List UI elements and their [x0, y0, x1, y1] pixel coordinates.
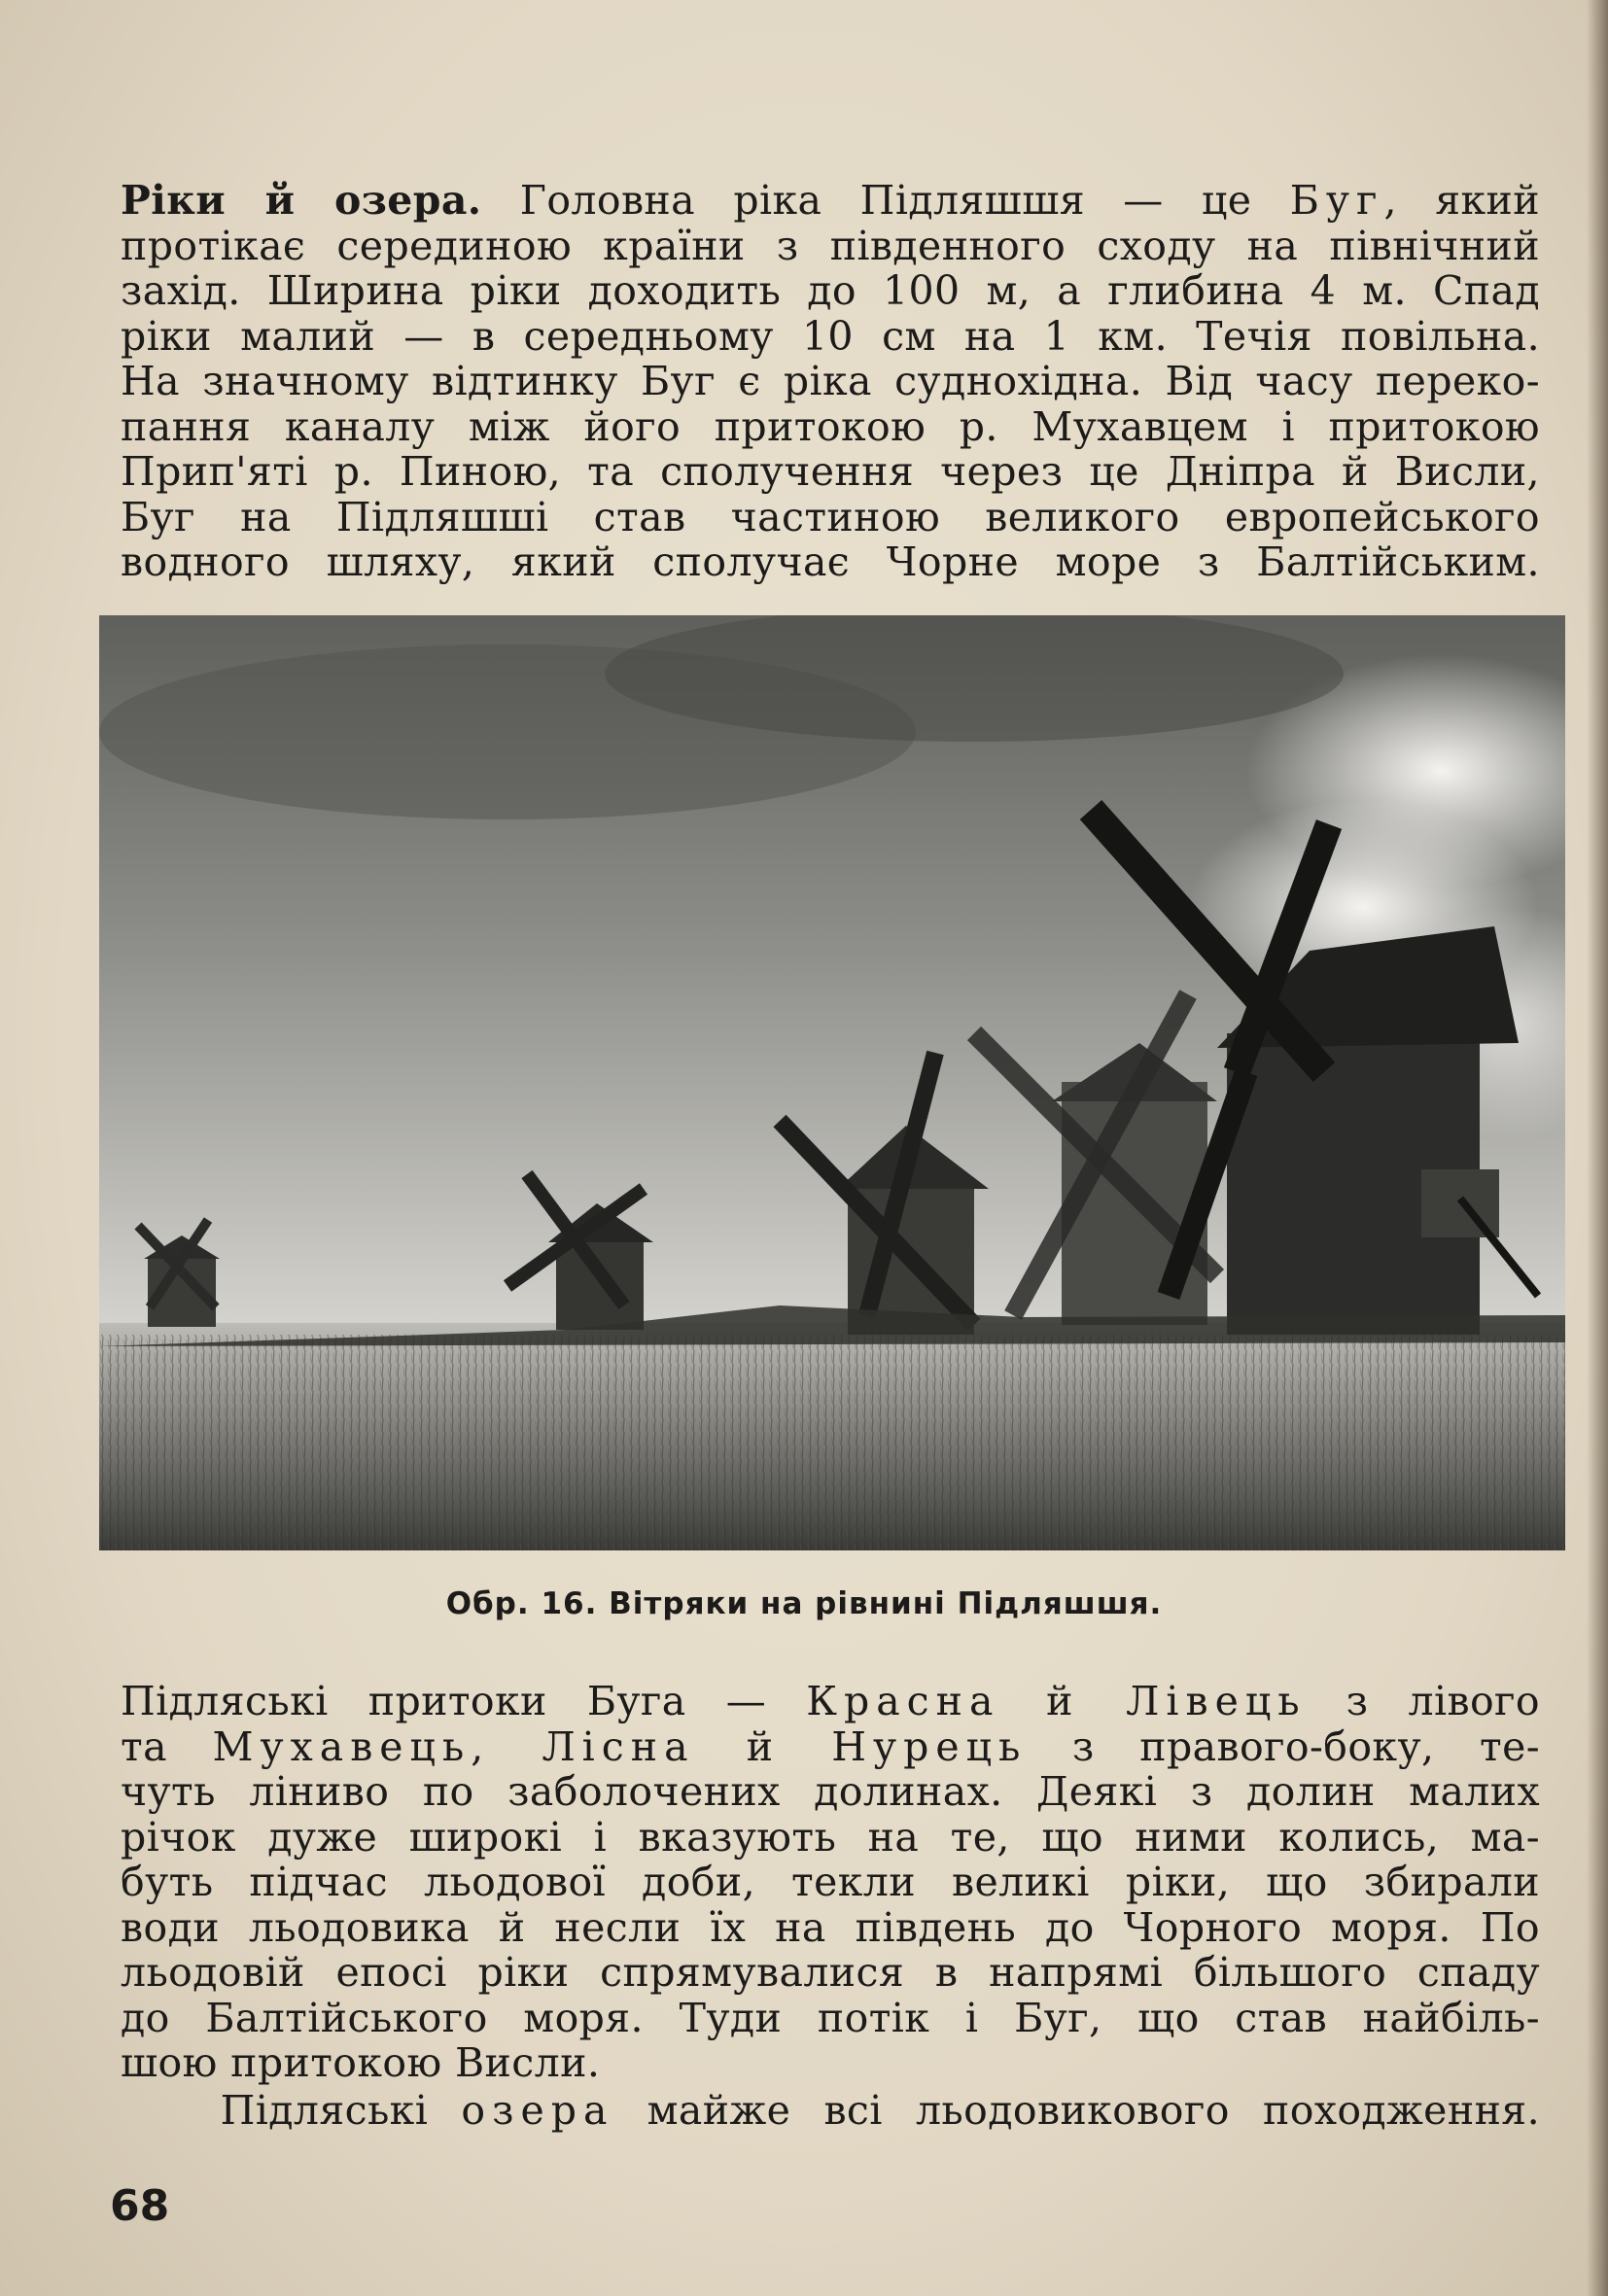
emphasized-term: Буг	[1289, 177, 1384, 224]
text-line: льодовій епосі ріки спрямувалися в напрямі більшого спаду	[121, 1949, 1540, 1996]
text-line: На значному відтинку Буг є ріка суднохідна. Від часу переко-	[121, 358, 1540, 404]
text-line: протікає серединою країни з південного сходу на північний	[121, 222, 1540, 269]
emphasized-term: Красна й Лівець	[806, 1678, 1307, 1724]
text-line: Підляські притоки Буга — Красна й Лівець з лівого	[121, 1678, 1540, 1724]
text-line: захід. Ширина ріки доходить до 100 м, а глибина 4 м. Спад	[121, 267, 1540, 314]
text-line: Буг на Підляшші став частиною великого европейського	[121, 493, 1540, 540]
emphasized-term: озера	[461, 2087, 614, 2134]
text-line: буть підчас льодової доби, текли великі ріки, що збирали	[121, 1859, 1540, 1905]
text-line: ріки малий — в середньому 10 см на 1 км. Течія повільна.	[121, 312, 1540, 360]
text-line: водного шляху, який сполучає Чорне море з Балтійським.	[121, 539, 1540, 585]
paragraph-lakes	[121, 2088, 1540, 2134]
emphasized-term: Мухавець, Лісна й Нурець	[212, 1722, 1028, 1770]
text-line: шою притокою Висли.	[121, 2039, 601, 2086]
paragraph-tributaries	[121, 1679, 1540, 2086]
text-line: води льодовика й несли їх на південь до Чорного моря. По	[121, 1903, 1540, 1951]
paragraph-rivers-and-lakes	[121, 178, 1540, 585]
figure-caption: Обр. 16. Вітряки на рівнині Підляшшя.	[445, 1586, 1163, 1621]
text-line: до Балтійського моря. Туди потік і Буг, що став найбіль-	[121, 1994, 1540, 2041]
windmills-photograph	[99, 615, 1565, 1550]
text-line: Прип'яті р. Пиною, та сполучення через це Дніпра й Висли,	[121, 448, 1540, 495]
page-number: 68	[110, 2181, 170, 2231]
text-line: Ріки й озера. Головна ріка Підляшшя — це Буг, який	[121, 177, 1541, 224]
text-line: та Мухавець, Лісна й Нурець з правого-боку, те-	[121, 1722, 1541, 1770]
text-line: річок дуже широкі і вказують на те, що ними колись, ма-	[121, 1813, 1540, 1861]
text-line: чуть ліниво по заболочених долинах. Деякі з долин малих	[121, 1768, 1540, 1815]
windmills-photo-illustration	[99, 615, 1565, 1550]
section-heading: Ріки й озера.	[121, 177, 482, 224]
text-line: пання каналу між його притокою р. Мухавцем і притокою	[121, 402, 1540, 450]
text-line: Підляські озера майже всі льодовикового походження.	[220, 2087, 1540, 2134]
